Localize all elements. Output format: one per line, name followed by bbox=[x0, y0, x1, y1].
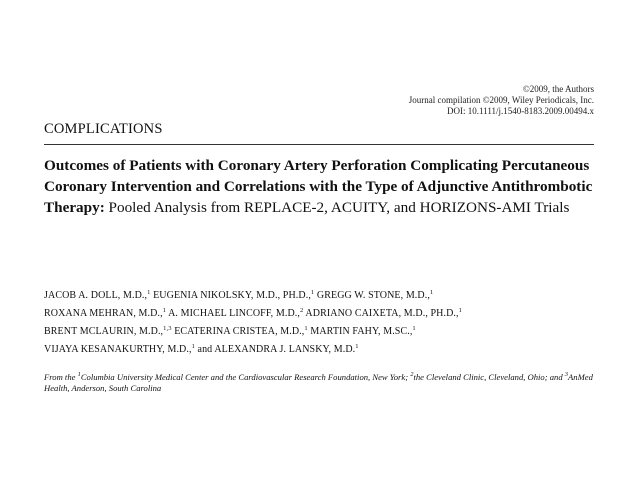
journal-compilation-line: Journal compilation ©2009, Wiley Periodicals, Inc. bbox=[408, 95, 594, 105]
affiliation-columbia: Columbia University Medical Center and the Cardiovascular Research Foundation, New York; bbox=[80, 372, 411, 382]
author-affiliation-mark: 1 bbox=[412, 325, 416, 332]
author-name: JACOB A. DOLL, M.D., bbox=[44, 290, 148, 301]
author-line bbox=[44, 341, 604, 359]
author-list bbox=[44, 287, 604, 359]
heading-divider bbox=[44, 144, 594, 145]
author-line bbox=[44, 287, 604, 305]
author-affiliation-mark: 1,3 bbox=[163, 325, 172, 332]
affiliation-prefix: From the bbox=[44, 372, 78, 382]
article-title bbox=[44, 155, 604, 218]
author-name: VIJAYA KESANAKURTHY, M.D., bbox=[44, 344, 192, 355]
affiliation-mark: 3 bbox=[564, 371, 569, 378]
author-line bbox=[44, 305, 604, 323]
title-bold-part: Outcomes of Patients with Coronary Artery Perforation Complicating Percutaneous Coronary Intervention and Correlations with the Type of Adjunctive Antithrombotic Therapy: bbox=[44, 157, 593, 216]
author-name: ECATERINA CRISTEA, M.D., bbox=[174, 326, 305, 337]
copyright-line: ©2009, the Authors bbox=[522, 84, 594, 94]
author-affiliation-mark: 1 bbox=[162, 307, 167, 314]
author-name: EUGENIA NIKOLSKY, M.D., PH.D., bbox=[153, 290, 311, 301]
affiliations bbox=[44, 372, 600, 394]
author-affiliation-mark: 1 bbox=[310, 289, 315, 296]
author-affiliation-mark: 1 bbox=[304, 325, 308, 332]
author-affiliation-mark: 1 bbox=[429, 289, 434, 296]
doi-line: DOI: 10.1111/j.1540-8183.2009.00494.x bbox=[447, 106, 594, 116]
title-regular-part: Pooled Analysis from REPLACE-2, ACUITY, and HORIZONS-AMI Trials bbox=[104, 199, 570, 216]
copyright-block bbox=[174, 84, 594, 117]
affiliation-mark: 2 bbox=[410, 371, 414, 378]
section-heading: COMPLICATIONS bbox=[44, 121, 163, 137]
affiliation-cleveland: the Cleveland Clinic, Cleveland, Ohio; and bbox=[413, 372, 565, 382]
author-affiliation-mark: 1 bbox=[147, 289, 151, 296]
author-name: GREGG W. STONE, M.D., bbox=[316, 290, 430, 301]
author-name: A. MICHAEL LINCOFF, M.D., bbox=[168, 308, 300, 319]
author-name: BRENT MCLAURIN, M.D., bbox=[44, 326, 164, 337]
author-line bbox=[44, 323, 604, 341]
author-affiliation-mark: 1 bbox=[355, 343, 359, 350]
author-name: ADRIANO CAIXETA, M.D., PH.D., bbox=[305, 308, 459, 319]
author-name: MARTIN FAHY, M.SC., bbox=[310, 326, 413, 337]
affiliation-anmed: AnMed Health, Anderson, South Carolina bbox=[44, 372, 593, 393]
author-affiliation-mark: 2 bbox=[300, 307, 304, 314]
affiliation-mark: 1 bbox=[77, 371, 81, 378]
author-name: ROXANA MEHRAN, M.D., bbox=[44, 308, 163, 319]
author-affiliation-mark: 1 bbox=[458, 307, 462, 314]
author-name: and ALEXANDRA J. LANSKY, M.D. bbox=[197, 344, 356, 355]
author-affiliation-mark: 1 bbox=[191, 343, 195, 350]
